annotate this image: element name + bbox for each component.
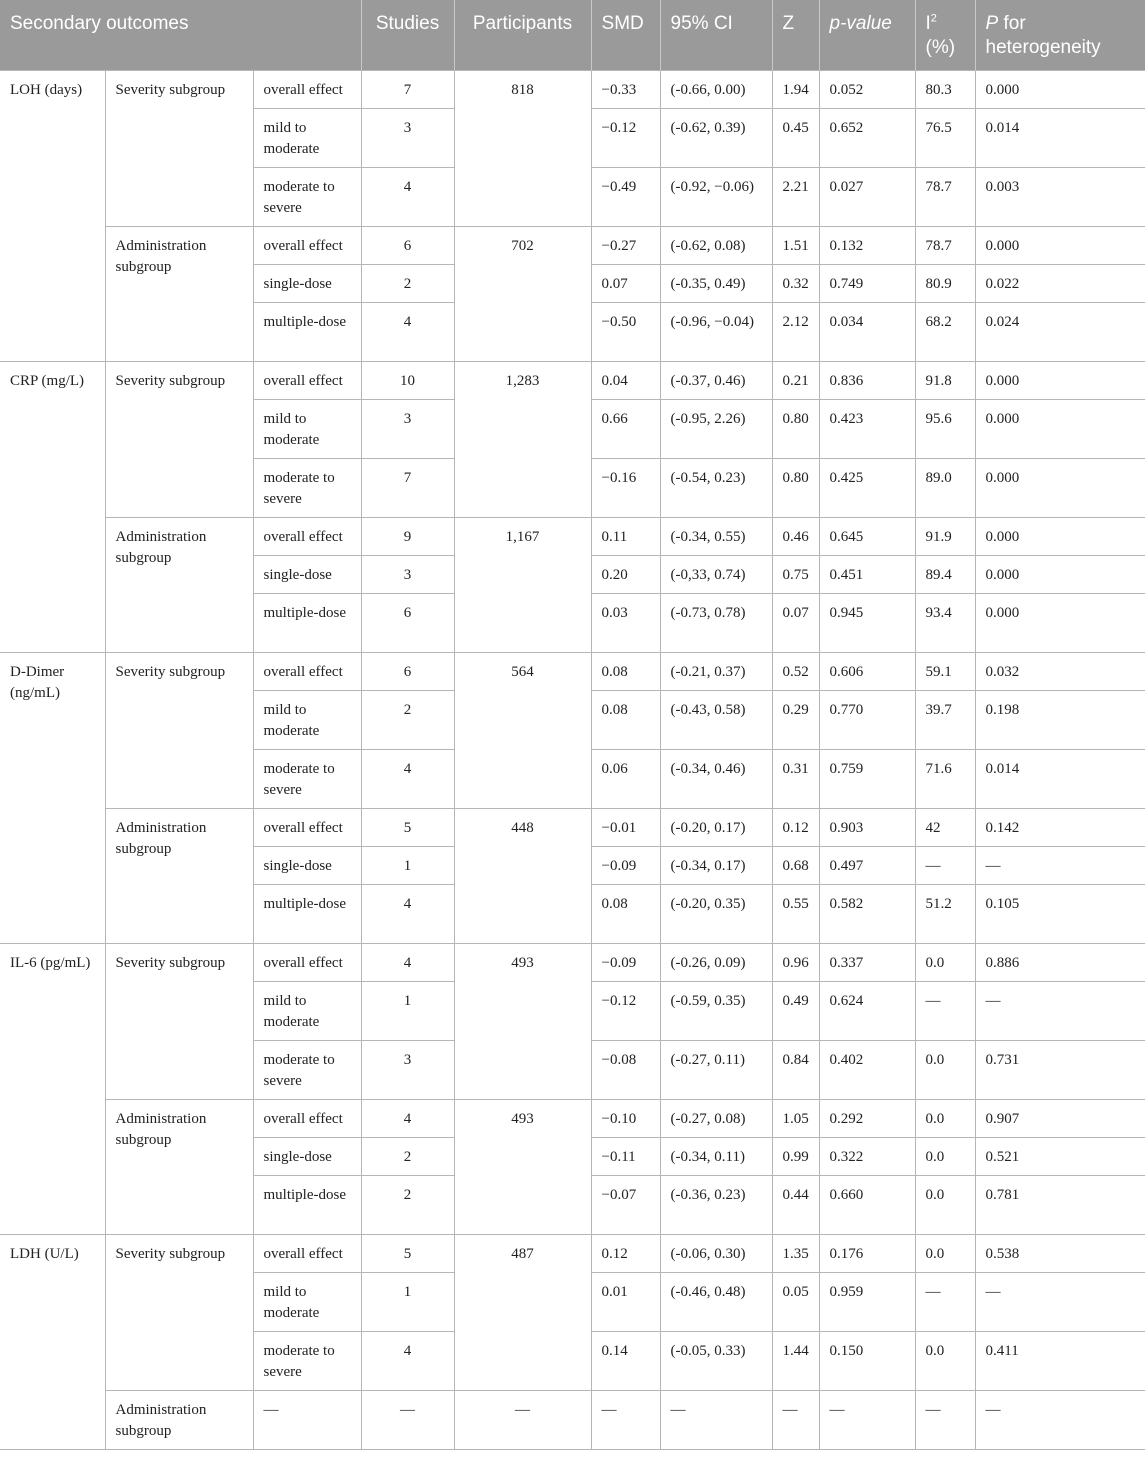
i2-cell: 0.0 [915, 1137, 975, 1175]
ci-cell: (-0.26, 0.09) [660, 943, 772, 981]
studies-cell: 5 [361, 1234, 454, 1272]
p-value-cell: 0.836 [819, 361, 915, 399]
studies-cell: 6 [361, 652, 454, 690]
p-value-cell: 0.770 [819, 690, 915, 749]
smd-cell: −0.08 [591, 1040, 660, 1099]
table-body [0, 70, 1145, 1449]
ci-cell: (-0.20, 0.17) [660, 808, 772, 846]
i2-cell: 0.0 [915, 1331, 975, 1390]
p-value-cell: — [819, 1390, 915, 1449]
header-row [0, 0, 1145, 70]
category-cell: overall effect [253, 70, 361, 108]
category-cell: overall effect [253, 943, 361, 981]
p-value-cell: 0.150 [819, 1331, 915, 1390]
studies-cell: 4 [361, 884, 454, 943]
z-cell: 1.05 [772, 1099, 819, 1137]
i2-cell: — [915, 1272, 975, 1331]
p-heterogeneity-cell: 0.538 [975, 1234, 1145, 1272]
subgroup-label: Administration subgroup [105, 1390, 253, 1449]
subgroup-label: Severity subgroup [105, 1234, 253, 1390]
subgroup-label: Severity subgroup [105, 70, 253, 226]
p-value-cell: 0.645 [819, 517, 915, 555]
studies-cell: 2 [361, 264, 454, 302]
category-cell: mild to moderate [253, 399, 361, 458]
smd-cell: 0.06 [591, 749, 660, 808]
p-heterogeneity-cell: 0.000 [975, 361, 1145, 399]
category-cell: overall effect [253, 361, 361, 399]
category-cell: multiple-dose [253, 593, 361, 652]
z-cell: 1.51 [772, 226, 819, 264]
ci-cell: (-0.05, 0.33) [660, 1331, 772, 1390]
category-cell: overall effect [253, 517, 361, 555]
z-cell: 1.35 [772, 1234, 819, 1272]
p-value-cell: 0.959 [819, 1272, 915, 1331]
smd-cell: −0.27 [591, 226, 660, 264]
ci-cell: (-0.59, 0.35) [660, 981, 772, 1040]
table-row [0, 361, 1145, 399]
z-cell: 0.96 [772, 943, 819, 981]
smd-cell: 0.14 [591, 1331, 660, 1390]
category-cell: multiple-dose [253, 884, 361, 943]
smd-cell: 0.08 [591, 690, 660, 749]
participants-cell: 702 [454, 226, 591, 361]
i2-cell: 0.0 [915, 1099, 975, 1137]
smd-cell: 0.04 [591, 361, 660, 399]
participants-cell: 493 [454, 943, 591, 1099]
ci-cell: (-0.34, 0.11) [660, 1137, 772, 1175]
ci-cell: (-0.34, 0.55) [660, 517, 772, 555]
category-cell: multiple-dose [253, 1175, 361, 1234]
i2-cell: 80.9 [915, 264, 975, 302]
header-participants: Participants [454, 0, 591, 70]
z-cell: 0.12 [772, 808, 819, 846]
i2-cell: 59.1 [915, 652, 975, 690]
p-heterogeneity-cell: 0.000 [975, 399, 1145, 458]
category-cell: — [253, 1390, 361, 1449]
header-p-value-text: p-value [829, 13, 892, 34]
table-row [0, 1390, 1145, 1449]
category-cell: moderate to severe [253, 1040, 361, 1099]
ci-cell: (-0.20, 0.35) [660, 884, 772, 943]
i2-cell: 39.7 [915, 690, 975, 749]
i2-cell: 89.0 [915, 458, 975, 517]
i2-cell: 0.0 [915, 1175, 975, 1234]
subgroup-label: Administration subgroup [105, 808, 253, 943]
participants-cell: 1,167 [454, 517, 591, 652]
i2-cell: 71.6 [915, 749, 975, 808]
p-heterogeneity-cell: 0.024 [975, 302, 1145, 361]
p-heterogeneity-cell: 0.022 [975, 264, 1145, 302]
smd-cell: 0.11 [591, 517, 660, 555]
p-heterogeneity-cell: 0.032 [975, 652, 1145, 690]
ci-cell: (-0.06, 0.30) [660, 1234, 772, 1272]
category-cell: mild to moderate [253, 981, 361, 1040]
category-cell: single-dose [253, 846, 361, 884]
header-i2-sup: 2 [930, 12, 937, 25]
subgroup-label: Administration subgroup [105, 1099, 253, 1234]
ci-cell: (-0.43, 0.58) [660, 690, 772, 749]
smd-cell: −0.12 [591, 981, 660, 1040]
ci-cell: (-0.21, 0.37) [660, 652, 772, 690]
category-cell: single-dose [253, 1137, 361, 1175]
header-z: Z [772, 0, 819, 70]
z-cell: 0.55 [772, 884, 819, 943]
header-i2 [915, 0, 975, 70]
z-cell: 0.84 [772, 1040, 819, 1099]
p-heterogeneity-cell: 0.886 [975, 943, 1145, 981]
z-cell: 0.46 [772, 517, 819, 555]
smd-cell: −0.11 [591, 1137, 660, 1175]
smd-cell: 0.03 [591, 593, 660, 652]
table-row [0, 1234, 1145, 1272]
studies-cell: 7 [361, 70, 454, 108]
z-cell: 0.68 [772, 846, 819, 884]
smd-cell: 0.01 [591, 1272, 660, 1331]
ci-cell: — [660, 1390, 772, 1449]
z-cell: 0.07 [772, 593, 819, 652]
ci-cell: (-0.27, 0.08) [660, 1099, 772, 1137]
category-cell: overall effect [253, 652, 361, 690]
category-cell: mild to moderate [253, 1272, 361, 1331]
smd-cell: −0.49 [591, 167, 660, 226]
z-cell: 0.49 [772, 981, 819, 1040]
subgroup-label: Administration subgroup [105, 517, 253, 652]
header-p-rest: for heterogeneity [985, 13, 1101, 58]
i2-cell: 91.9 [915, 517, 975, 555]
p-value-cell: 0.660 [819, 1175, 915, 1234]
z-cell: 1.94 [772, 70, 819, 108]
smd-cell: −0.07 [591, 1175, 660, 1234]
category-cell: single-dose [253, 264, 361, 302]
z-cell: 0.05 [772, 1272, 819, 1331]
category-cell: overall effect [253, 808, 361, 846]
smd-cell: 0.08 [591, 884, 660, 943]
header-studies: Studies [361, 0, 454, 70]
p-value-cell: 0.132 [819, 226, 915, 264]
p-heterogeneity-cell: — [975, 1272, 1145, 1331]
category-cell: mild to moderate [253, 690, 361, 749]
category-cell: overall effect [253, 1234, 361, 1272]
category-cell: moderate to severe [253, 167, 361, 226]
category-cell: moderate to severe [253, 749, 361, 808]
outcome-label: IL-6 (pg/mL) [0, 943, 105, 1234]
studies-cell: 4 [361, 302, 454, 361]
i2-cell: 76.5 [915, 108, 975, 167]
z-cell: 0.45 [772, 108, 819, 167]
header-p-value [819, 0, 915, 70]
smd-cell: 0.20 [591, 555, 660, 593]
ci-cell: (-0.36, 0.23) [660, 1175, 772, 1234]
i2-cell: 78.7 [915, 226, 975, 264]
p-heterogeneity-cell: 0.000 [975, 517, 1145, 555]
studies-cell: 4 [361, 943, 454, 981]
z-cell: 0.99 [772, 1137, 819, 1175]
participants-cell: 487 [454, 1234, 591, 1390]
p-heterogeneity-cell: 0.198 [975, 690, 1145, 749]
i2-cell: 42 [915, 808, 975, 846]
studies-cell: 1 [361, 981, 454, 1040]
ci-cell: (-0.27, 0.11) [660, 1040, 772, 1099]
smd-cell: 0.07 [591, 264, 660, 302]
p-value-cell: 0.606 [819, 652, 915, 690]
z-cell: 0.29 [772, 690, 819, 749]
outcome-label: LDH (U/L) [0, 1234, 105, 1449]
i2-cell: 91.8 [915, 361, 975, 399]
p-value-cell: 0.322 [819, 1137, 915, 1175]
participants-cell: 818 [454, 70, 591, 226]
category-cell: multiple-dose [253, 302, 361, 361]
p-value-cell: 0.425 [819, 458, 915, 517]
ci-cell: (-0.66, 0.00) [660, 70, 772, 108]
studies-cell: 4 [361, 167, 454, 226]
studies-cell: 4 [361, 749, 454, 808]
z-cell: 2.12 [772, 302, 819, 361]
p-value-cell: 0.497 [819, 846, 915, 884]
p-value-cell: 0.027 [819, 167, 915, 226]
p-heterogeneity-cell: 0.000 [975, 458, 1145, 517]
participants-cell: — [454, 1390, 591, 1449]
i2-cell: 80.3 [915, 70, 975, 108]
z-cell: 0.31 [772, 749, 819, 808]
i2-cell: 78.7 [915, 167, 975, 226]
category-cell: overall effect [253, 226, 361, 264]
p-value-cell: 0.652 [819, 108, 915, 167]
p-value-cell: 0.402 [819, 1040, 915, 1099]
studies-cell: 3 [361, 555, 454, 593]
p-value-cell: 0.624 [819, 981, 915, 1040]
i2-cell: 0.0 [915, 943, 975, 981]
category-cell: mild to moderate [253, 108, 361, 167]
smd-cell: −0.16 [591, 458, 660, 517]
header-secondary-outcomes: Secondary outcomes [0, 0, 361, 70]
smd-cell: 0.08 [591, 652, 660, 690]
header-p-heterogeneity [975, 0, 1145, 70]
smd-cell: −0.10 [591, 1099, 660, 1137]
category-cell: single-dose [253, 555, 361, 593]
studies-cell: 3 [361, 108, 454, 167]
smd-cell: 0.66 [591, 399, 660, 458]
p-value-cell: 0.582 [819, 884, 915, 943]
p-heterogeneity-cell: 0.003 [975, 167, 1145, 226]
p-heterogeneity-cell: 0.000 [975, 70, 1145, 108]
ci-cell: (-0.92, −0.06) [660, 167, 772, 226]
z-cell: 1.44 [772, 1331, 819, 1390]
p-heterogeneity-cell: 0.907 [975, 1099, 1145, 1137]
ci-cell: (-0.73, 0.78) [660, 593, 772, 652]
z-cell: 0.80 [772, 399, 819, 458]
z-cell: 2.21 [772, 167, 819, 226]
table-row [0, 652, 1145, 690]
studies-cell: 3 [361, 399, 454, 458]
ci-cell: (-0,33, 0.74) [660, 555, 772, 593]
studies-cell: 2 [361, 690, 454, 749]
p-heterogeneity-cell: 0.014 [975, 749, 1145, 808]
smd-cell: — [591, 1390, 660, 1449]
p-value-cell: 0.945 [819, 593, 915, 652]
ci-cell: (-0.46, 0.48) [660, 1272, 772, 1331]
z-cell: 0.75 [772, 555, 819, 593]
table-row [0, 226, 1145, 264]
ci-cell: (-0.62, 0.39) [660, 108, 772, 167]
i2-cell: — [915, 1390, 975, 1449]
studies-cell: 4 [361, 1331, 454, 1390]
table-row [0, 943, 1145, 981]
outcome-label: D-Dimer (ng/mL) [0, 652, 105, 943]
i2-cell: 95.6 [915, 399, 975, 458]
outcome-label: CRP (mg/L) [0, 361, 105, 652]
studies-cell: 2 [361, 1175, 454, 1234]
i2-cell: 93.4 [915, 593, 975, 652]
table-row [0, 808, 1145, 846]
smd-cell: −0.09 [591, 943, 660, 981]
ci-cell: (-0.95, 2.26) [660, 399, 772, 458]
header-i2-unit: (%) [925, 37, 956, 58]
category-cell: overall effect [253, 1099, 361, 1137]
table-row [0, 517, 1145, 555]
i2-cell: 0.0 [915, 1040, 975, 1099]
participants-cell: 564 [454, 652, 591, 808]
category-cell: moderate to severe [253, 1331, 361, 1390]
p-value-cell: 0.292 [819, 1099, 915, 1137]
smd-cell: −0.12 [591, 108, 660, 167]
outcome-label: LOH (days) [0, 70, 105, 361]
z-cell: 0.52 [772, 652, 819, 690]
header-ci: 95% CI [660, 0, 772, 70]
p-value-cell: 0.034 [819, 302, 915, 361]
studies-cell: 2 [361, 1137, 454, 1175]
p-heterogeneity-cell: 0.000 [975, 555, 1145, 593]
studies-cell: 6 [361, 226, 454, 264]
p-heterogeneity-cell: 0.105 [975, 884, 1145, 943]
i2-cell: 51.2 [915, 884, 975, 943]
studies-cell: 3 [361, 1040, 454, 1099]
z-cell: 0.21 [772, 361, 819, 399]
subgroup-label: Severity subgroup [105, 943, 253, 1099]
p-value-cell: 0.176 [819, 1234, 915, 1272]
p-heterogeneity-cell: 0.521 [975, 1137, 1145, 1175]
p-heterogeneity-cell: 0.014 [975, 108, 1145, 167]
z-cell: 0.44 [772, 1175, 819, 1234]
participants-cell: 1,283 [454, 361, 591, 517]
category-cell: moderate to severe [253, 458, 361, 517]
table-row [0, 1099, 1145, 1137]
p-heterogeneity-cell: 0.731 [975, 1040, 1145, 1099]
p-value-cell: 0.423 [819, 399, 915, 458]
studies-cell: 10 [361, 361, 454, 399]
p-heterogeneity-cell: — [975, 846, 1145, 884]
smd-cell: −0.01 [591, 808, 660, 846]
ci-cell: (-0.34, 0.17) [660, 846, 772, 884]
header-i2-base: I [925, 13, 931, 34]
p-heterogeneity-cell: 0.411 [975, 1331, 1145, 1390]
header-p-letter: P [985, 13, 999, 34]
ci-cell: (-0.37, 0.46) [660, 361, 772, 399]
studies-cell: 5 [361, 808, 454, 846]
participants-cell: 448 [454, 808, 591, 943]
studies-cell: 7 [361, 458, 454, 517]
ci-cell: (-0.54, 0.23) [660, 458, 772, 517]
studies-cell: 1 [361, 846, 454, 884]
i2-cell: 68.2 [915, 302, 975, 361]
smd-cell: −0.09 [591, 846, 660, 884]
p-value-cell: 0.337 [819, 943, 915, 981]
p-value-cell: 0.749 [819, 264, 915, 302]
z-cell: 0.80 [772, 458, 819, 517]
p-heterogeneity-cell: 0.000 [975, 593, 1145, 652]
subgroup-label: Severity subgroup [105, 652, 253, 808]
participants-cell: 493 [454, 1099, 591, 1234]
studies-cell: 1 [361, 1272, 454, 1331]
i2-cell: — [915, 981, 975, 1040]
i2-cell: — [915, 846, 975, 884]
ci-cell: (-0.62, 0.08) [660, 226, 772, 264]
studies-cell: 9 [361, 517, 454, 555]
smd-cell: −0.50 [591, 302, 660, 361]
p-heterogeneity-cell: — [975, 981, 1145, 1040]
ci-cell: (-0.35, 0.49) [660, 264, 772, 302]
table-row [0, 70, 1145, 108]
z-cell: — [772, 1390, 819, 1449]
p-value-cell: 0.903 [819, 808, 915, 846]
p-value-cell: 0.052 [819, 70, 915, 108]
i2-cell: 0.0 [915, 1234, 975, 1272]
p-value-cell: 0.451 [819, 555, 915, 593]
header-smd: SMD [591, 0, 660, 70]
subgroup-label: Severity subgroup [105, 361, 253, 517]
subgroup-label: Administration subgroup [105, 226, 253, 361]
studies-cell: 6 [361, 593, 454, 652]
p-heterogeneity-cell: 0.781 [975, 1175, 1145, 1234]
studies-cell: — [361, 1390, 454, 1449]
smd-cell: 0.12 [591, 1234, 660, 1272]
p-value-cell: 0.759 [819, 749, 915, 808]
ci-cell: (-0.96, −0.04) [660, 302, 772, 361]
i2-cell: 89.4 [915, 555, 975, 593]
p-heterogeneity-cell: 0.000 [975, 226, 1145, 264]
smd-cell: −0.33 [591, 70, 660, 108]
p-heterogeneity-cell: 0.142 [975, 808, 1145, 846]
studies-cell: 4 [361, 1099, 454, 1137]
p-heterogeneity-cell: — [975, 1390, 1145, 1449]
ci-cell: (-0.34, 0.46) [660, 749, 772, 808]
z-cell: 0.32 [772, 264, 819, 302]
